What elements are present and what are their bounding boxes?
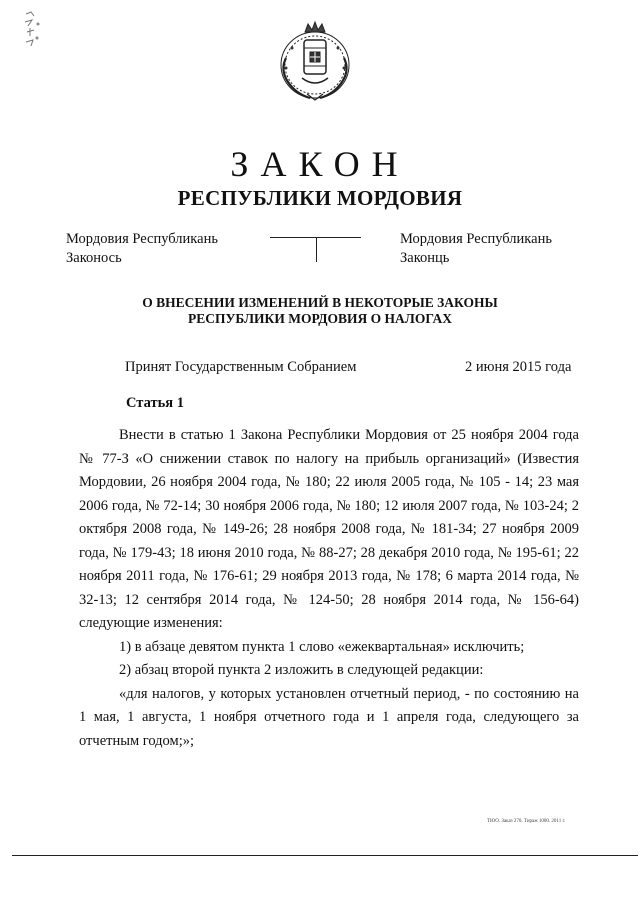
paragraph: 1) в абзаце девятом пункта 1 слово «ежеквартальная» исключить; [119, 638, 525, 655]
right-header-block [400, 230, 552, 268]
paragraph: Внести в статью 1 Закона Республики Мордовия от 25 ноября 2004 года № 77-З «О снижении ставок по налогу на прибыль организаций» (Известия Мордовии, 26 ноября 2004 года, № 180; 22 июля 2005 года, № 105 - 14; 23 мая 2006 года, № 72-14; 30 ноября 2006 года, № 180; 12 июля 2007 года, № 103-24; 2 октября 2008 года, № 149-26; 28 ноября 2008 года, № 181-34; 27 ноября 2009 года, № 179-43; 18 июня 2010 года, № 88-27; 28 декабря 2010 года, № 195-61; 22 ноября 2011 года, № 176-61; 29 ноября 2013 года, № 178; 6 марта 2014 года, № 32-13; 12 сентября 2014 года, № 124-50; 28 ноября 2014 года, № 156-64) следующие изменения: [79, 427, 579, 631]
right-header-line2: Законць [400, 250, 450, 266]
paragraph: «для налогов, у которых установлен отчетный период, - по состоянию на 1 мая, 1 августа, 1 ноября отчетного года и 1 апреля года, следующего за отчетным годом;»; [79, 685, 579, 749]
adoption-date: 2 июня 2015 года [465, 359, 572, 375]
left-header-line1: Мордовия Республикань [66, 231, 218, 247]
footer-rule [12, 855, 638, 856]
left-header-line2: Законось [66, 250, 122, 266]
right-header-line1: Мордовия Республикань [400, 231, 552, 247]
accepted-by: Принят Государственным Собранием [125, 359, 357, 375]
law-heading-line1: О ВНЕСЕНИИ ИЗМЕНЕНИЙ В НЕКОТОРЫЕ ЗАКОНЫ [142, 295, 498, 310]
print-stamp: ТЮО. Заказ 270. Тираж 1000. 2011 г. [487, 819, 566, 824]
header-divider-vertical [316, 237, 317, 262]
document-subtitle: РЕСПУБЛИКИ МОРДОВИЯ [177, 186, 463, 210]
paragraph: 2) абзац второй пункта 2 изложить в следующей редакции: [119, 662, 484, 678]
left-header-block [66, 230, 218, 268]
document-title: ЗАКОН [230, 144, 410, 184]
emblem-of-mordovia [272, 18, 358, 104]
corner-mark [22, 10, 44, 52]
law-heading-line2: РЕСПУБЛИКИ МОРДОВИЯ О НАЛОГАХ [188, 311, 452, 326]
article-title: Статья 1 [126, 395, 184, 411]
law-heading [0, 295, 640, 327]
article-body [79, 424, 579, 753]
